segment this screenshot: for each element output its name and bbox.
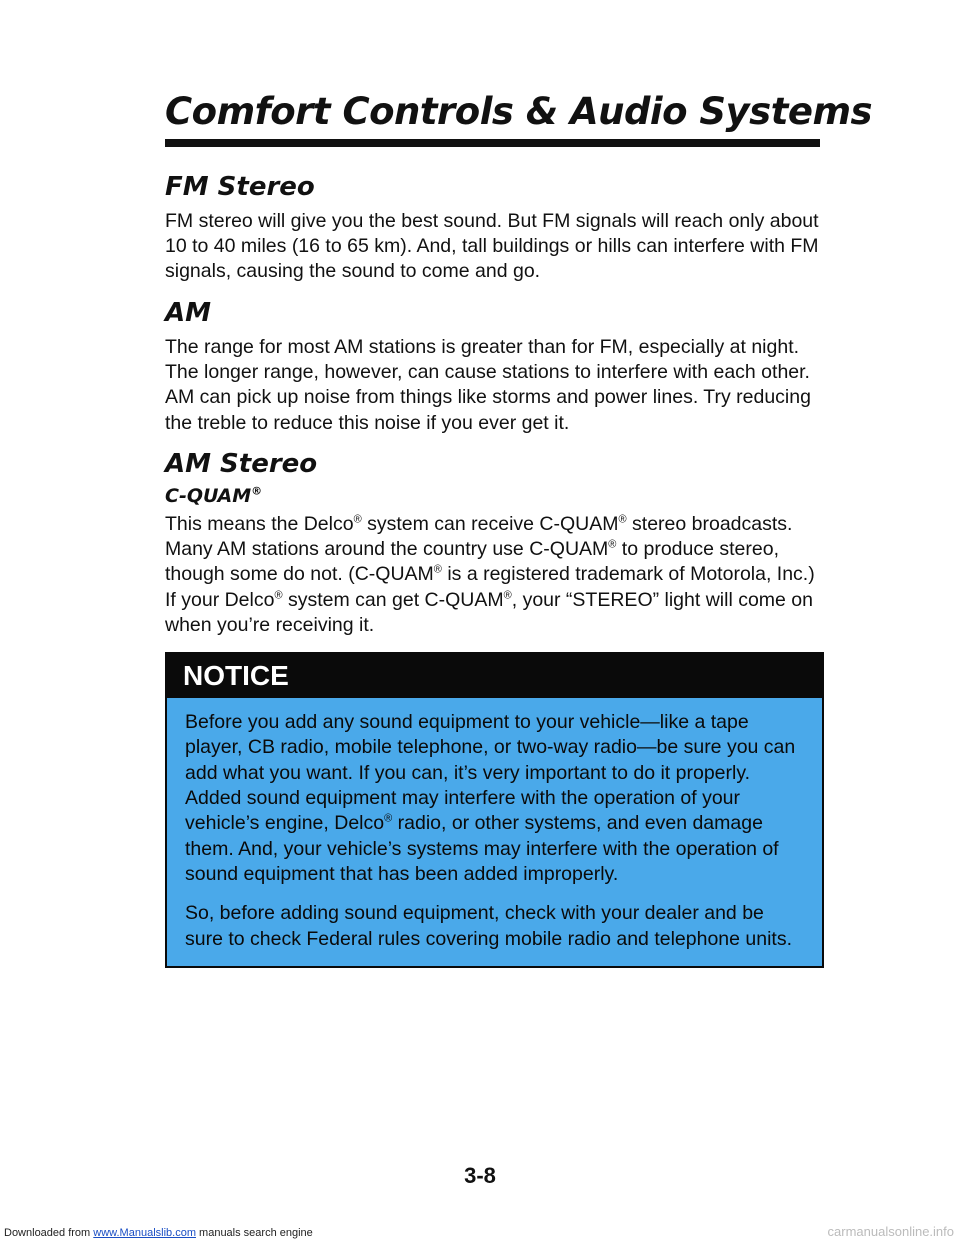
watermark-text: carmanualsonline.info <box>827 1224 954 1239</box>
header-rule <box>165 139 820 147</box>
fm-stereo-heading: FM Stereo <box>165 171 315 202</box>
registered-mark: ® <box>503 589 512 602</box>
manual-page <box>165 60 873 968</box>
registered-mark: ® <box>433 563 442 576</box>
am-stereo-body: This means the Delco® system can receive C-QUAM® stereo broadcasts. Many AM stations around the country use C-QUAM® to produce stereo, though some do not. (C-QUAM® is a registered trademark of Motorola, Inc.) If your Delco® system can get C-QUAM®, your “STEREO” light will come on when you’re receiving it. <box>165 512 815 636</box>
notice-label: NOTICE <box>167 654 822 698</box>
am-body: The range for most AM stations is greater than for FM, especially at night. The longer range, however, can cause stations to interfere with each other. AM can pick up noise from things like storms and power lines. Try reducing the treble to reduce this noise if you ever get it. <box>165 335 811 434</box>
section-am <box>165 299 820 436</box>
c-quam-subheading: C-QUAM® <box>165 484 263 507</box>
notice-box <box>165 652 824 968</box>
notice-body <box>167 698 822 966</box>
am-stereo-heading: AM Stereo <box>165 448 318 479</box>
am-heading: AM <box>165 297 211 328</box>
registered-mark: ® <box>353 513 362 526</box>
notice-paragraph-1: Before you add any sound equipment to your vehicle—like a tape player, CB radio, mobile telephone, or two-way radio—be sure you can add what you want. If you can, it’s very important to do it properly. Added sound equipment may interfere with the operation of your vehicle’s engine, Delco® radio, or other systems, and even damage them. And, your vehicle’s systems may interfere with the operation of sound equipment that has been added improperly. <box>185 710 796 885</box>
registered-mark: ® <box>608 538 617 551</box>
page-number: 3-8 <box>464 1163 496 1188</box>
registered-mark: ® <box>274 589 283 602</box>
registered-mark: ® <box>618 513 627 526</box>
registered-mark: ® <box>251 484 263 498</box>
fm-stereo-body: FM stereo will give you the best sound. But FM signals will reach only about 10 to 40 miles (16 to 65 km). And, tall buildings or hills can interfere with FM signals, causing the sound to come and go. <box>165 209 819 283</box>
manualslib-link[interactable]: www.Manualslib.com <box>93 1227 196 1239</box>
section-fm-stereo <box>165 173 820 285</box>
registered-mark: ® <box>384 812 393 825</box>
section-am-stereo <box>165 450 820 638</box>
notice-paragraph-2: So, before adding sound equipment, check with your dealer and be sure to check Federal rules covering mobile radio and telephone units. <box>185 902 793 950</box>
download-footer: Downloaded from www.Manualslib.com manuals search engine <box>4 1227 313 1239</box>
page-header-title: Comfort Controls & Audio Systems <box>165 90 873 133</box>
